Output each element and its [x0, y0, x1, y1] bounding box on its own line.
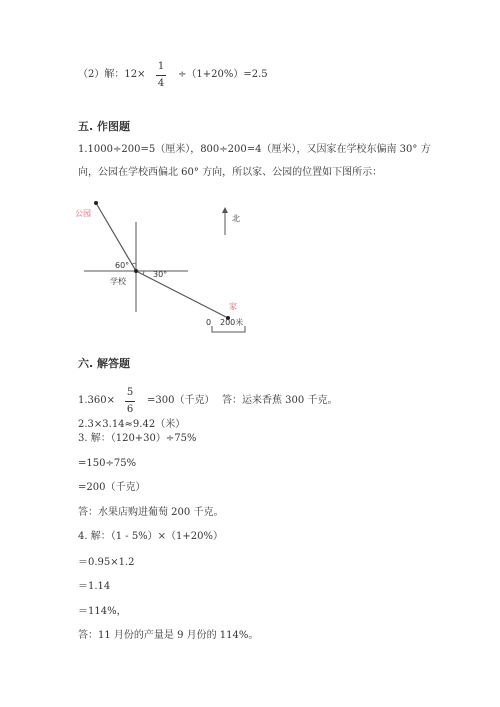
- school-to-home-line: [136, 271, 228, 318]
- section-title-answers: 六. 解答题: [78, 357, 131, 370]
- fraction-denominator: 4: [157, 78, 165, 89]
- north-label: 北: [232, 214, 240, 223]
- q2-line: 2.3×3.14≈9.42（米）: [78, 419, 186, 430]
- school-label: 学校: [110, 277, 126, 286]
- q1-suffix: =300（千克）: [147, 395, 215, 406]
- solution-line-prefix: （2）解：12×: [78, 69, 146, 80]
- fraction-numerator: 5: [126, 387, 134, 398]
- home-label: 家: [229, 302, 237, 311]
- q4-line2: ＝0.95×1.2: [78, 557, 135, 568]
- section-title-drawing: 五. 作图题: [78, 120, 131, 133]
- q1-answer: 答：运来香蕉 300 千克。: [222, 395, 338, 406]
- north-arrow-icon: [222, 207, 228, 213]
- section5-text-line1: 1.1000÷200=5（厘米），800÷200=4（厘米），又因家在学校东偏南 30° 方: [78, 144, 431, 155]
- q4-line4: ＝114%，: [78, 606, 127, 617]
- q4-answer: 答：11 月份的产量是 9 月份的 114%。: [78, 630, 259, 641]
- angle-arc-60: [132, 263, 137, 265]
- solution-line-suffix: ÷（1+20%）=2.5: [178, 69, 268, 80]
- park-label: 公园: [75, 209, 91, 218]
- school-point: [134, 269, 138, 273]
- section5-text-line2: 向，公园在学校西偏北 60° 方向，所以家、公园的位置如下图所示：: [78, 167, 383, 178]
- q3-line1: 3. 解：（120+30）÷75%: [78, 433, 197, 444]
- q3-line3: =200（千克）: [78, 482, 146, 493]
- q3-line2: =150÷75%: [78, 458, 137, 469]
- fraction-five-sixths: [124, 387, 136, 416]
- fraction-numerator: 1: [157, 61, 165, 72]
- fraction-denominator: 6: [126, 404, 134, 415]
- fraction-bar: [125, 401, 135, 402]
- q3-answer: 答：水果店购进葡萄 200 千克。: [78, 507, 224, 518]
- angle-label-30: 30°: [153, 270, 168, 279]
- angle-arc-30: [143, 271, 144, 275]
- scale-zero-label: 0: [206, 318, 212, 327]
- q4-line3: ＝1.14: [78, 581, 111, 592]
- angle-label-60: 60°: [115, 261, 130, 270]
- scale-end-label: 200米: [220, 318, 244, 327]
- park-point: [94, 201, 98, 205]
- q4-line1: 4. 解：（1 - 5%）×（1+20%）: [78, 531, 224, 542]
- q1-prefix: 1.360×: [78, 395, 116, 406]
